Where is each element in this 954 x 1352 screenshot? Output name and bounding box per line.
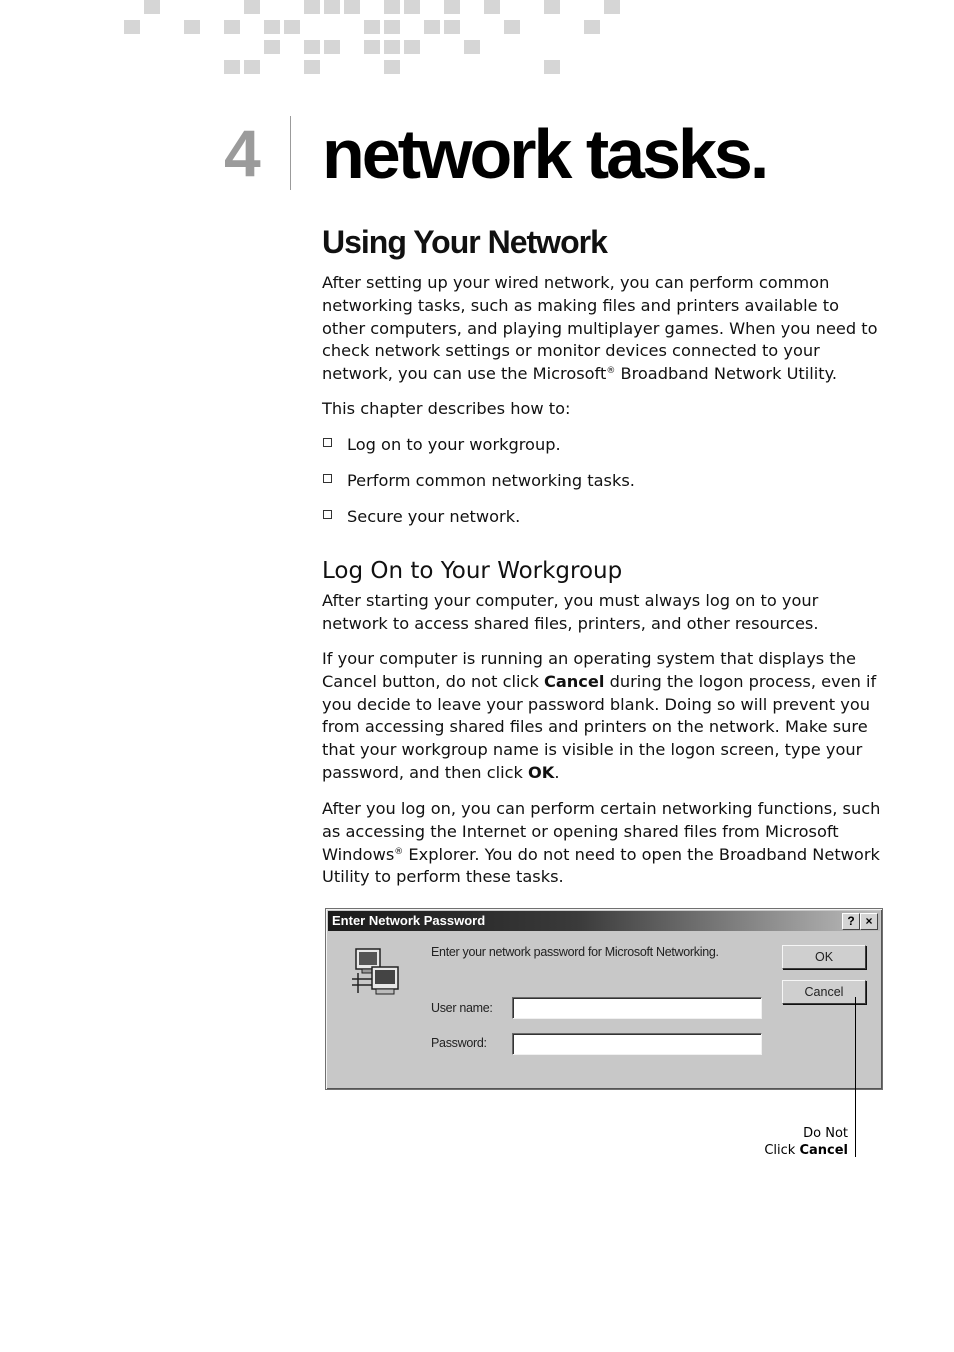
decorative-square — [384, 0, 400, 14]
decorative-square — [384, 60, 400, 74]
bullet-box-icon — [323, 438, 332, 447]
callout-cancel-emphasis: Cancel — [799, 1143, 848, 1158]
logon-text: during the logon process, even if you decide to leave your password blank. Doing so will prevent you from accessing shared files and printers on the network. Make sure that your workgroup name is visible in the logon screen, type your password, and then click — [322, 671, 877, 782]
username-label: User name: — [431, 1001, 493, 1015]
logon-paragraph-3 — [322, 798, 882, 889]
registered-mark: ® — [394, 846, 404, 857]
bullet-text: Secure your network. — [347, 507, 521, 526]
bullet-item — [322, 506, 520, 528]
decorative-square — [324, 0, 340, 14]
cancel-button[interactable]: Cancel — [782, 980, 866, 1004]
enter-network-password-dialog — [325, 908, 883, 1090]
network-computer-icon — [350, 945, 410, 1005]
decorative-square — [224, 60, 240, 74]
registered-mark: ® — [606, 366, 616, 377]
decorative-square — [444, 20, 460, 34]
logon-text: . — [554, 762, 560, 782]
logon-paragraph-2 — [322, 648, 882, 785]
bullet-box-icon — [323, 510, 332, 519]
dialog-prompt: Enter your network password for Microsoft Networking. — [431, 945, 719, 959]
callout-leader-line — [855, 997, 856, 1157]
decorative-square — [484, 0, 500, 14]
ok-button[interactable]: OK — [782, 945, 866, 969]
decorative-square — [544, 60, 560, 74]
callout-prefix: Click — [764, 1143, 800, 1158]
intro-text: After setting up your wired network, you can perform common networking tasks, such as making files and printers available to other computers, and playing multiplayer games. When you need to check network settings or monitor devices connected to your network, you can use the Microsoft — [322, 273, 878, 384]
decorative-square — [304, 60, 320, 74]
intro-text-end: Broadband Network Utility. — [615, 364, 838, 384]
callout-label — [764, 1125, 848, 1159]
chapter-number: 4 — [224, 116, 259, 190]
logon-text: If your computer is running an operating system that displays the Cancel button, do not click — [322, 649, 856, 691]
decorative-square — [304, 0, 320, 14]
logon-text: After you log on, you can perform certain networking functions, such as accessing the Internet or opening shared files from Microsoft Windows — [322, 799, 881, 864]
decorative-square — [224, 20, 240, 34]
decorative-square — [384, 20, 400, 34]
bullet-text: Log on to your workgroup. — [347, 435, 561, 454]
decorative-square — [384, 40, 400, 54]
intro-paragraph — [322, 272, 882, 386]
decorative-square — [284, 20, 300, 34]
password-input[interactable] — [512, 1033, 762, 1055]
ok-emphasis: OK — [528, 762, 555, 782]
decorative-square — [604, 0, 620, 14]
bullet-item — [322, 434, 561, 456]
logon-text-end: Explorer. You do not need to open the Broadband Network Utility to perform these tasks. — [322, 844, 880, 887]
callout-line-2 — [764, 1142, 848, 1159]
decorative-square — [124, 20, 140, 34]
chapter-divider — [290, 116, 291, 190]
decorative-square — [184, 20, 200, 34]
decorative-square — [424, 20, 440, 34]
password-label: Password: — [431, 1036, 487, 1050]
close-button[interactable]: × — [860, 913, 878, 930]
logon-paragraph-1: After starting your computer, you must always log on to your network to access shared files, printers, and other resources. — [322, 591, 819, 633]
help-button[interactable]: ? — [842, 913, 860, 930]
cancel-emphasis: Cancel — [543, 671, 605, 691]
section-heading: Using Your Network — [322, 224, 607, 260]
decorative-square — [304, 40, 320, 54]
decorative-square — [444, 0, 460, 14]
decorative-square — [404, 40, 420, 54]
decorative-square — [404, 0, 420, 14]
decorative-square — [264, 40, 280, 54]
dialog-title: Enter Network Password — [332, 913, 486, 928]
decorative-square — [364, 20, 380, 34]
decorative-square — [584, 20, 600, 34]
decorative-square — [344, 0, 360, 14]
decorative-square — [244, 0, 260, 14]
decorative-square — [504, 20, 520, 34]
decorative-square — [544, 0, 560, 14]
callout-line-1: Do Not — [803, 1126, 848, 1141]
subsection-heading: Log On to Your Workgroup — [322, 558, 623, 584]
decorative-square — [464, 40, 480, 54]
bullet-box-icon — [323, 474, 332, 483]
dialog-titlebar — [328, 911, 880, 931]
decorative-square — [324, 40, 340, 54]
decorative-square — [364, 40, 380, 54]
bullet-text: Perform common networking tasks. — [347, 471, 635, 490]
list-intro: This chapter describes how to: — [322, 399, 571, 418]
decorative-square — [144, 0, 160, 14]
decorative-square — [244, 60, 260, 74]
bullet-item — [322, 470, 635, 492]
username-input[interactable] — [512, 997, 762, 1019]
chapter-title: network tasks. — [322, 115, 767, 193]
decorative-square — [264, 20, 280, 34]
